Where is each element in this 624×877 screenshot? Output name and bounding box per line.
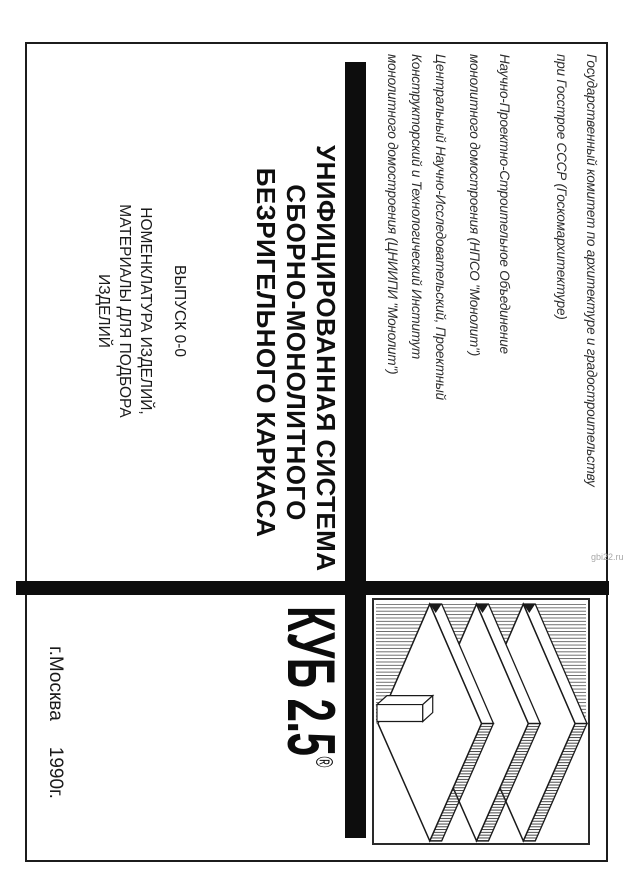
org-block-goskomitet xyxy=(546,54,606,569)
main-title xyxy=(251,145,341,572)
org-line: при Госстрое СССР (Госкомархитектуре) xyxy=(554,54,569,320)
divider-horizontal-bar xyxy=(16,581,609,595)
kub-logo xyxy=(374,600,588,843)
issue-block xyxy=(93,192,190,430)
org-line: монолитного домостроения (ЦНИИПИ "Монолит") xyxy=(385,54,400,375)
org-line: Научно-Проектно-Строительное Объединение xyxy=(497,54,512,354)
year-label: 1990г. xyxy=(45,746,66,799)
issue-line: НОМЕНКЛАТУРА ИЗДЕЛИЙ, xyxy=(137,207,154,415)
issue-number: ВЫПУСК 0-0 xyxy=(171,265,188,357)
org-line: Государственный комитет по архитектуре и градостроительству xyxy=(584,54,599,487)
watermark: gbi22.ru xyxy=(591,552,624,562)
brand-name: КУБ 2.5 xyxy=(273,606,349,756)
issue-line: МАТЕРИАЛЫ ДЛЯ ПОДБОРА xyxy=(116,204,133,418)
imprint-block xyxy=(44,646,66,877)
org-block-npso-monolit xyxy=(459,54,519,364)
title-line: УНИФИЦИРОВАННАЯ СИСТЕМА xyxy=(311,145,341,572)
city-label: г.Москва xyxy=(45,646,66,721)
title-line: БЕЗРИГЕЛЬНОГО КАРКАСА xyxy=(251,167,281,538)
org-line: Конструкторский и Технологический Институт xyxy=(409,54,424,360)
kub-logo-frame xyxy=(372,598,590,845)
brand-kub-2-5 xyxy=(270,606,350,792)
registered-trademark-mark: ® xyxy=(310,756,337,768)
org-block-cniipi-monolit xyxy=(380,54,452,439)
org-line: Центральный Научно-Исследовательский, Проектный xyxy=(433,54,448,400)
org-line: монолитного домостроения (НПСО "Монолит") xyxy=(467,54,482,356)
title-line: СБОРНО-МОНОЛИТНОГО xyxy=(281,184,311,521)
issue-line: ИЗДЕЛИЙ xyxy=(95,274,112,348)
logo-column-peg xyxy=(377,696,433,722)
